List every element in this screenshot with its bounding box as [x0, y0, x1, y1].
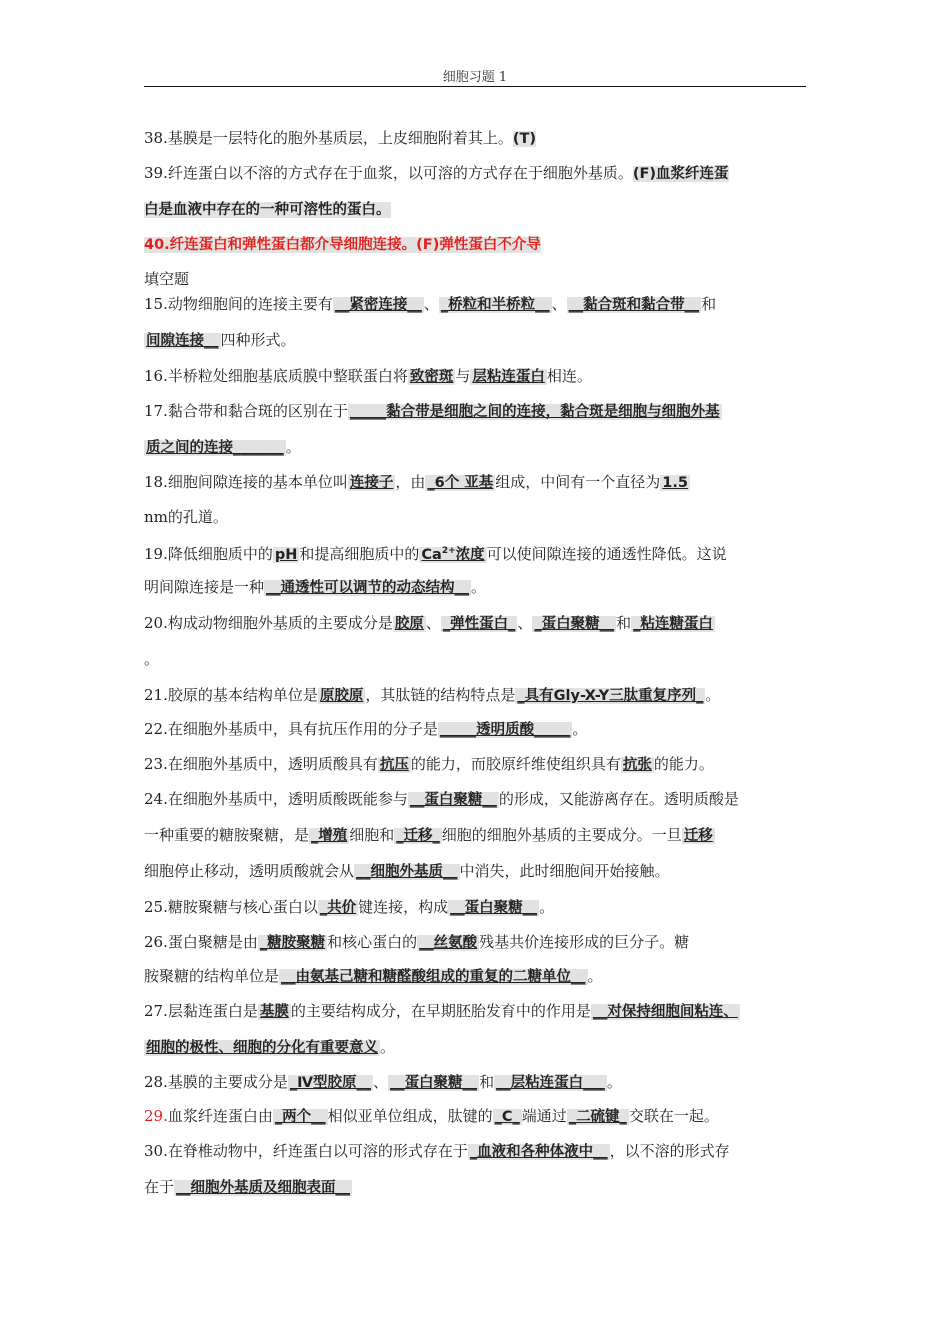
question-19-cont: [144, 577, 486, 598]
q18-post: nm的孔道。: [144, 508, 228, 526]
question-15-cont: [144, 330, 296, 351]
q17-answer-part1: _____黏合带是细胞之间的连接，黏合斑是细胞与细胞外基: [349, 404, 720, 420]
question-27-cont: [144, 1037, 395, 1058]
question-38: [144, 128, 536, 149]
q39-text: 39.纤连蛋白以不溶的方式存在于血浆，以可溶的方式存在于细胞外基质。: [144, 164, 633, 182]
q20-post: 。: [144, 650, 160, 668]
q17-text: 17.黏合带和黏合斑的区别在于: [144, 402, 348, 420]
q19-answer-2-sup: 2+: [441, 546, 456, 556]
question-20: [144, 613, 715, 634]
q15-sep-1: 、: [423, 295, 439, 313]
q24-answer-2: _增殖: [311, 828, 348, 844]
q24-text-2: 一种重要的糖胺聚糖，是: [144, 826, 310, 844]
q26-post-2: 。: [587, 967, 603, 985]
q20-sep-2: 、: [517, 614, 533, 632]
q16-mid: 与: [455, 367, 471, 385]
question-19: [144, 541, 727, 565]
q28-post: 。: [606, 1073, 622, 1091]
q21-mid: ，其肽链的结构特点是: [365, 686, 516, 704]
q20-answer-4: _粘连糖蛋白: [633, 616, 713, 632]
q17-answer-part2: 质之间的连接_______: [146, 440, 284, 456]
q21-answer-1: 原胶原: [319, 688, 364, 704]
question-29: [144, 1106, 719, 1127]
q28-sep-2: 和: [479, 1073, 495, 1091]
q16-text: 16.半桥粒处细胞基底质膜中整联蛋白将: [144, 367, 408, 385]
q26-answer-3: __由氨基己糖和糖醛酸组成的重复的二糖单位__: [281, 969, 586, 985]
q27-answer-1: 基膜: [259, 1004, 289, 1020]
q19-answer-3: __通透性可以调节的动态结构__: [266, 580, 470, 596]
q22-answer-1: _____透明质酸_____: [439, 722, 571, 738]
q27-post: 。: [380, 1038, 396, 1056]
q24-mid-1: 的形成，又能游离存在。透明质酸是: [498, 790, 739, 808]
q24-mid-3: 细胞的细胞外基质的主要成分。一旦: [441, 826, 682, 844]
q21-text: 21.胶原的基本结构单位是: [144, 686, 318, 704]
q15-answer-4: 间隙连接__: [146, 333, 219, 349]
question-25: [144, 897, 554, 918]
q22-post: 。: [572, 720, 588, 738]
q18-answer-3: 1.5: [662, 475, 688, 491]
q25-text: 25.糖胺聚糖与核心蛋白以: [144, 898, 318, 916]
q25-answer-1: _共价: [319, 900, 357, 916]
q24-text-3: 细胞停止移动，透明质酸就会从: [144, 862, 355, 880]
question-18: [144, 472, 690, 493]
q18-text: 18.细胞间隙连接的基本单位叫: [144, 473, 348, 491]
question-39: [144, 163, 729, 184]
q29-answer-3: _二硫键_: [568, 1109, 627, 1125]
q28-answer-3: __层粘连蛋白___: [496, 1075, 605, 1091]
q15-answer-2: _桥粒和半桥粒__: [440, 297, 550, 313]
question-17-cont: [144, 437, 301, 458]
q20-sep-3: 和: [616, 614, 632, 632]
question-30: [144, 1141, 730, 1162]
q15-sep-3: 和: [701, 295, 717, 313]
question-21: [144, 685, 720, 706]
q25-mid: 键连接，构成: [358, 898, 449, 916]
q30-answer-2: __细胞外基质及细胞表面__: [176, 1180, 351, 1196]
q18-answer-1: 连接子: [349, 475, 394, 491]
q25-answer-2: __蛋白聚糖__: [450, 900, 538, 916]
q24-mid-2: 细胞和: [349, 826, 395, 844]
q23-text: 23.在细胞外基质中，透明质酸具有: [144, 755, 378, 773]
q15-post: 四种形式。: [220, 331, 296, 349]
q30-text: 30.在脊椎动物中，纤连蛋白以可溶的形式存在于: [144, 1142, 468, 1160]
q16-answer-2: 层粘连蛋白: [472, 369, 545, 385]
q30-answer-1: _血液和各种体液中__: [469, 1144, 608, 1160]
question-26: [144, 932, 689, 953]
q27-mid: 的主要结构成分，在早期胚胎发育中的作用是: [290, 1002, 591, 1020]
q23-mid: 的能力，而胶原纤维使组织具有: [410, 755, 621, 773]
q15-text: 15.动物细胞间的连接主要有: [144, 295, 333, 313]
q30-text-2: 在于: [144, 1178, 175, 1196]
q26-post: 残基共价连接形成的巨分子。糖: [479, 933, 690, 951]
q40-text: 40.纤连蛋白和弹性蛋白都介导细胞连接。(F)弹性蛋白不介导: [144, 237, 541, 253]
q20-answer-3: _蛋白聚糖__: [534, 616, 615, 632]
q29-text: 血浆纤连蛋白由: [167, 1107, 273, 1125]
q38-answer: (T): [512, 131, 537, 147]
question-24-cont-2: [144, 861, 670, 882]
q18-answer-2: _6个 亚基: [427, 475, 494, 491]
q30-mid: ，以不溶的形式存: [609, 1142, 730, 1160]
q28-sep-1: 、: [373, 1073, 389, 1091]
q20-answer-2: _弹性蛋白_: [442, 616, 516, 632]
section-fill-in-title: 填空题: [144, 270, 190, 288]
q20-sep-1: 、: [425, 614, 441, 632]
q39-answer-part2: 白是血液中存在的一种可溶性的蛋白。: [144, 202, 391, 218]
q24-answer-5: __细胞外基质__: [356, 864, 458, 880]
question-22: [144, 719, 587, 740]
question-24-cont: [144, 825, 715, 846]
question-28: [144, 1072, 622, 1093]
q20-text: 20.构成动物细胞外基质的主要成分是: [144, 614, 393, 632]
q15-answer-3: __黏合斑和黏合带__: [568, 297, 700, 313]
question-39-cont: [144, 199, 391, 220]
q28-text: 28.基膜的主要成分是: [144, 1073, 288, 1091]
q15-answer-1: __紧密连接__: [334, 297, 422, 313]
q19-answer-2: [419, 547, 486, 563]
q27-answer-3: 细胞的极性、细胞的分化有重要意义: [146, 1040, 378, 1056]
question-20-cont: [144, 649, 159, 669]
question-40: [144, 234, 541, 255]
q19-answer-1: pH: [274, 546, 298, 563]
q25-post: 。: [539, 898, 555, 916]
q16-answer-1: 致密斑: [409, 369, 454, 385]
q23-post: 的能力。: [653, 755, 714, 773]
q38-text: 38.基膜是一层特化的胞外基质层，上皮细胞附着其上。: [144, 129, 513, 147]
q16-post: 相连。: [546, 367, 592, 385]
q17-post: 。: [285, 438, 301, 456]
q29-post: 交联在一起。: [628, 1107, 719, 1125]
question-27: [144, 1001, 740, 1022]
q21-post: 。: [705, 686, 721, 704]
question-16: [144, 366, 592, 387]
q26-text: 26.蛋白聚糖是由: [144, 933, 258, 951]
q19-mid-1: 和提高细胞质中的: [299, 544, 420, 563]
q24-post: 中消失，此时细胞间开始接触。: [459, 862, 670, 880]
q21-answer-2: _具有Gly-X-Y三肽重复序列_: [517, 688, 704, 704]
q19-text-2: 明间隙连接是一种: [144, 578, 265, 596]
q23-answer-2: 抗张: [622, 757, 652, 773]
q27-text: 27.层黏连蛋白是: [144, 1002, 258, 1020]
page-header: 细胞习题 1: [442, 70, 508, 85]
q26-answer-2: __丝氨酸: [419, 935, 478, 951]
question-30-cont: [144, 1177, 352, 1198]
q24-answer-1: __蛋白聚糖__: [409, 792, 497, 808]
q28-answer-2: __蛋白聚糖__: [390, 1075, 478, 1091]
section-title: [144, 269, 189, 289]
q19-post: 。: [471, 578, 487, 596]
question-24: [144, 789, 739, 810]
q19-mid-2: 可以使间隙连接的通透性降低。这说: [486, 544, 727, 563]
question-15: [144, 294, 716, 315]
q24-answer-3: _迁移_: [396, 828, 440, 844]
question-17: [144, 401, 722, 422]
q24-text: 24.在细胞外基质中，透明质酸既能参与: [144, 790, 408, 808]
q24-answer-4: 迁移: [683, 828, 713, 844]
q28-answer-1: _Ⅳ型胶原__: [289, 1075, 372, 1091]
q27-answer-2: __对保持细胞间粘连、: [592, 1004, 738, 1020]
q29-mid-2: 端通过: [521, 1107, 567, 1125]
q26-answer-1: _糖胺聚糖: [259, 935, 326, 951]
q18-mid-1: ，由: [395, 473, 426, 491]
q18-mid-2: 组成，中间有一个直径为: [495, 473, 661, 491]
q29-number: 29.: [144, 1107, 168, 1125]
question-18-cont: [144, 507, 228, 527]
q26-text-2: 胺聚糖的结构单位是: [144, 967, 280, 985]
q19-answer-2-base: Ca: [421, 546, 442, 563]
question-26-cont: [144, 966, 603, 987]
question-23: [144, 754, 714, 775]
q26-mid: 和核心蛋白的: [327, 933, 418, 951]
q20-answer-1: 胶原: [394, 616, 424, 632]
q39-answer-part1: (F)血浆纤连蛋: [632, 166, 729, 182]
header-rule: [144, 86, 806, 87]
q23-answer-1: 抗压: [379, 757, 409, 773]
q15-sep-2: 、: [551, 295, 567, 313]
q29-answer-2: _C_: [494, 1109, 520, 1125]
q29-mid-1: 相似亚单位组成，肽键的: [327, 1107, 493, 1125]
q22-text: 22.在细胞外基质中，具有抗压作用的分子是: [144, 720, 438, 738]
q19-answer-2-suffix: 浓度: [455, 546, 485, 563]
q19-text: 19.降低细胞质中的: [144, 544, 273, 563]
q29-answer-1: _两个__: [274, 1109, 326, 1125]
